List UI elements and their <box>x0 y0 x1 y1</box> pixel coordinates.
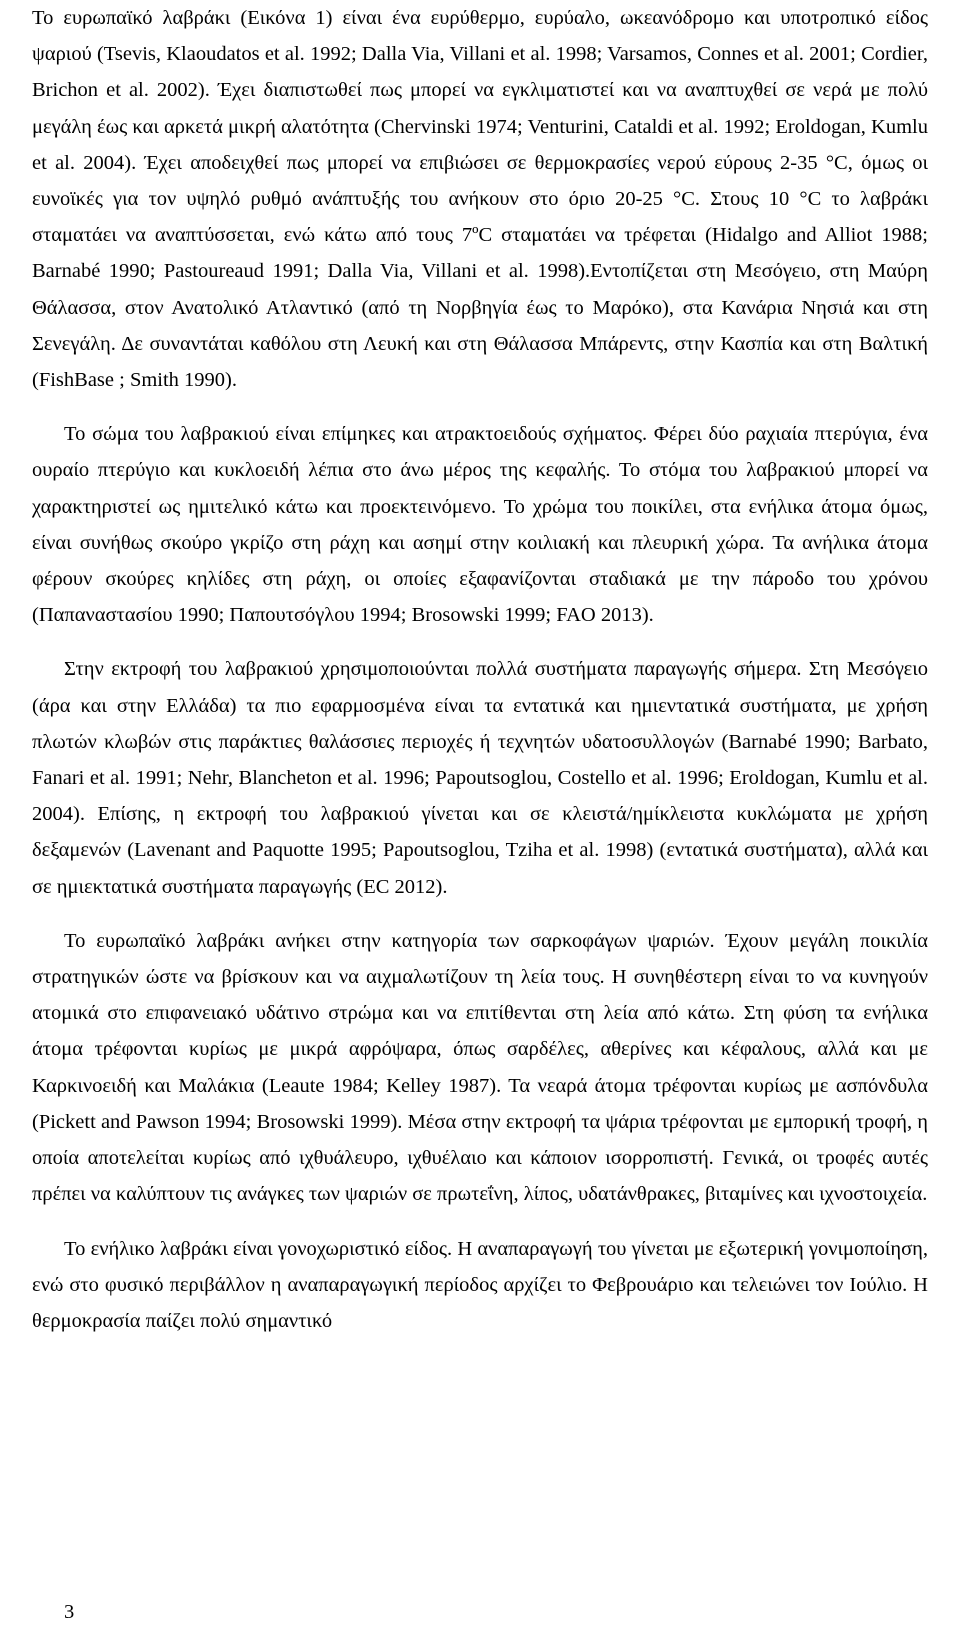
paragraph-habitat: Το ευρωπαϊκό λαβράκι (Εικόνα 1) είναι ένα ευρύθερμο, ευρύαλο, ωκεανόδρομο και υποτροπικό είδος ψαριού (Tsevis, Klaoudatos et al. 1992; Dalla Via, Villani et al. 1998; Varsamos, Connes et al. 2001; Cordier, Brichon et al. 2002). Έχει διαπιστωθεί πως μπορεί να εγκλιματιστεί και να αναπτυχθεί σε νερά με πολύ μεγάλη έως και αρκετά μικρή αλατότητα (Chervinski 1974; Venturini, Cataldi et al. 1992; Eroldogan, Kumlu et al. 2004). Έχει αποδειχθεί πως μπορεί να επιβιώσει σε θερμοκρασίες νερού εύρους 2-35 °C, όμως οι ευνοϊκές για τον υψηλό ρυθμό ανάπτυξής του ανήκουν στο όριο 20-25 °C. Στους 10 °C το λαβράκι σταματάει να αναπτύσσεται, ενώ κάτω από τους 7ºC σταματάει να τρέφεται (Hidalgo and Alliot 1988; Barnabé 1990; Pastoureaud 1991; Dalla Via, Villani et al. 1998).Εντοπίζεται στη Μεσόγειο, στη Μαύρη Θάλασσα, στον Ανατολικό Ατλαντικό (από τη Νορβηγία έως το Μαρόκο), στα Κανάρια Νησιά και στη Σενεγάλη. Δε συναντάται καθόλου στη Λευκή και στη Θάλασσα Μπάρεντς, στην Κασπία και στη Βαλτική (FishBase ; Smith 1990). <box>32 7 928 392</box>
paragraph-farming-systems: Στην εκτροφή του λαβρακιού χρησιμοποιούνται πολλά συστήματα παραγωγής σήμερα. Στη Μεσόγειο (άρα και στην Ελλάδα) τα πιο εφαρμοσμένα είναι τα εντατικά και ημιεντατικά συστήματα, με χρήση πλωτών κλωβών στις παράκτιες θαλάσσιες περιοχές ή τεχνητών υδατοσυλλογών (Barnabé 1990; Barbato, Fanari et al. 1991; Nehr, Blancheton et al. 1996; Papoutsoglou, Costello et al. 1996; Eroldogan, Kumlu et al. 2004). Επίσης, η εκτροφή του λαβρακιού γίνεται και σε κλειστά/ημίκλειστα κυκλώματα με χρήση δεξαμενών (Lavenant and Paquotte 1995; Papoutsoglou, Tziha et al. 1998) (εντατικά συστήματα), αλλά και σε ημιεκτατικά συστήματα παραγωγής (EC 2012). <box>32 658 928 898</box>
page-number: 3 <box>64 1601 75 1623</box>
document-body <box>32 0 928 1339</box>
paragraph-reproduction: Το ενήλικο λαβράκι είναι γονοχωριστικό είδος. Η αναπαραγωγή του γίνεται με εξωτερική γονιμοποίηση, ενώ στο φυσικό περιβάλλον η αναπαραγωγική περίοδος αρχίζει το Φεβρουάριο και τελειώνει τον Ιούλιο. Η θερμοκρασία παίζει πολύ σημαντικό <box>32 1237 928 1332</box>
paragraph-feeding: Το ευρωπαϊκό λαβράκι ανήκει στην κατηγορία των σαρκοφάγων ψαριών. Έχουν μεγάλη ποικιλία στρατηγικών ώστε να βρίσκουν και να αιχμαλωτίζουν τη λεία τους. Η συνηθέστερη είναι το να κυνηγούν ατομικά στο επιφανειακό υδάτινο στρώμα και να επιτίθενται στη λεία από κάτω. Στη φύση τα ενήλικα άτομα τρέφονται κυρίως με μικρά αφρόψαρα, όπως σαρδέλες, αθερίνες και κέφαλους, αλλά και με Καρκινοειδή και Μαλάκια (Leaute 1984; Kelley 1987). Τα νεαρά άτομα τρέφονται κυρίως με ασπόνδυλα (Pickett and Pawson 1994; Brosowski 1999). Μέσα στην εκτροφή τα ψάρια τρέφονται με εμπορική τροφή, η οποία αποτελείται κυρίως από ιχθυάλευρο, ιχθυέλαιο και κάποιον ισορροπιστή. Γενικά, οι τροφές αυτές πρέπει να καλύπτουν τις ανάγκες των ψαριών σε πρωτεΐνη, λίπος, υδατάνθρακες, βιταμίνες και ιχνοστοιχεία. <box>32 929 928 1206</box>
paragraph-morphology: Το σώμα του λαβρακιού είναι επίμηκες και ατρακτοειδούς σχήματος. Φέρει δύο ραχιαία πτερύγια, ένα ουραίο πτερύγιο και κυκλοειδή λέπια στο άνω μέρος της κεφαλής. Το στόμα του λαβρακιού μπορεί να χαρακτηριστεί ως ημιτελικό κάτω και προεκτεινόμενο. Το χρώμα του ποικίλει, στα ενήλικα άτομα όμως, είναι συνήθως σκούρο γκρίζο στη ράχη και ασημί στην κοιλιακή και πλευρική χώρα. Τα ανήλικα άτομα φέρουν σκούρες κηλίδες στη ράχη, οι οποίες εξαφανίζονται σταδιακά με την πάροδο του χρόνου (Παπαναστασίου 1990; Παπουτσόγλου 1994; Brosowski 1999; FAO 2013). <box>32 423 928 627</box>
